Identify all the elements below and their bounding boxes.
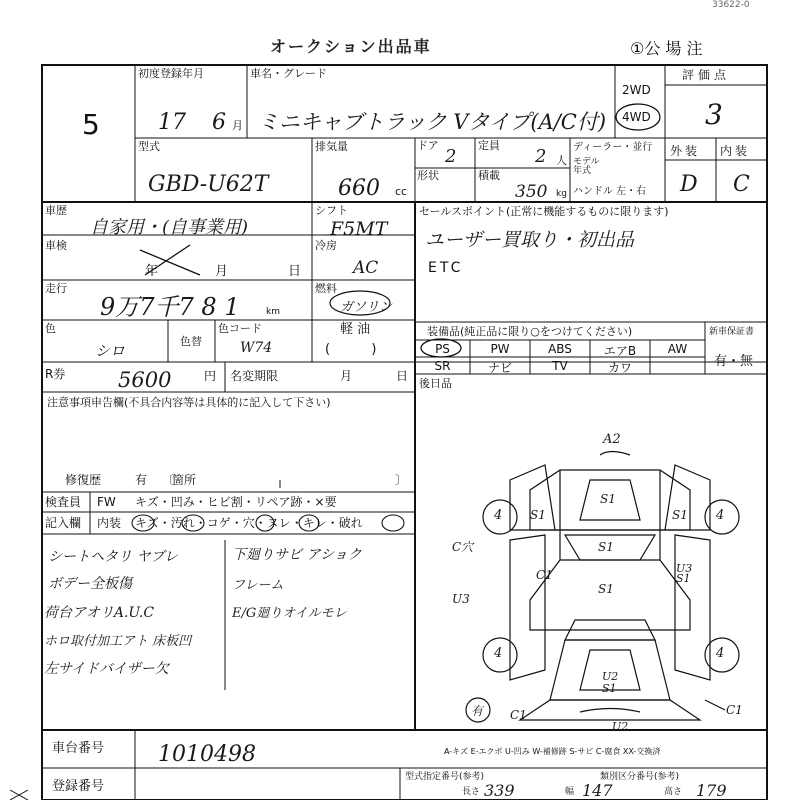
- mark-tire-rr: 4: [716, 646, 725, 661]
- mark-s1-right: S1: [672, 508, 688, 522]
- load-unit: kg: [556, 189, 567, 199]
- mark-s1-hood: S1: [600, 492, 616, 506]
- mark-tire-fr: 4: [716, 508, 725, 523]
- note-left-1: シートヘタリ ヤブレ: [48, 549, 178, 565]
- type-code-value: GBD-U62T: [148, 172, 269, 197]
- model-spec-label: 型式指定番号(参考): [405, 772, 485, 782]
- recycle-label: R券: [45, 367, 66, 381]
- note-left-5: 左サイドバイザー欠: [44, 661, 169, 677]
- height-label: 高さ: [664, 787, 683, 797]
- note-right-2: フレーム: [232, 578, 284, 593]
- registration-label: 初度登録年月: [138, 67, 204, 80]
- mark-s1-right-door: S1: [676, 572, 691, 585]
- mark-u3-right: U3: [676, 562, 693, 575]
- displacement-unit: cc: [395, 185, 408, 198]
- color-code-label: 色コード: [218, 322, 262, 335]
- equip-pw: PW: [490, 342, 510, 356]
- note-left-4: ホロ取付加工アト 床板凹: [44, 634, 192, 649]
- deadline-month: 月: [340, 369, 353, 383]
- color-value: シロ: [95, 342, 126, 360]
- equipment-label: 装備品(純正品に限り○をつけてください): [427, 325, 633, 338]
- mark-s1-roof: S1: [598, 540, 614, 554]
- load-value: 350: [515, 182, 548, 202]
- warranty-label: 新車保証書: [709, 327, 755, 337]
- repaint-label: 色替: [180, 335, 202, 348]
- mark-c1-rr: C1: [726, 703, 743, 717]
- registration-number-label: 登録番号: [52, 779, 105, 794]
- equip-sr: SR: [434, 359, 451, 373]
- model-year-label: モデル年式: [573, 157, 600, 176]
- sales-point-line1: ユーザー買取り・初出品: [425, 229, 635, 251]
- cooling-label: 冷房: [315, 239, 337, 252]
- equip-tv: TV: [552, 359, 568, 373]
- drive-2wd: 2WD: [622, 83, 651, 97]
- chassis-label: 車台番号: [52, 741, 105, 756]
- fuel-diesel: 軽 油: [340, 322, 371, 337]
- inspector-label: 検査員: [45, 495, 82, 509]
- displacement-label: 排気量: [315, 140, 348, 153]
- interior-value: C: [733, 172, 750, 197]
- mark-c1-door: C1: [536, 568, 553, 582]
- mileage-unit: km: [266, 307, 280, 317]
- sales-point-line2: ETC: [428, 260, 464, 276]
- handle-label: ハンドル 左・右: [573, 186, 647, 197]
- mark-c-hole: C穴: [452, 540, 474, 554]
- mark-front: A2: [603, 432, 621, 447]
- shift-label: シフト: [315, 204, 348, 217]
- length-label: 長さ: [462, 787, 481, 797]
- mileage-label: 走行: [45, 282, 67, 295]
- mark-s1-rear: S1: [602, 682, 617, 695]
- sales-point-label: セールスポイント(正常に機能するものに限ります): [419, 205, 669, 218]
- color-code-value: W74: [240, 340, 273, 356]
- equip-aw: AW: [667, 342, 688, 356]
- drive-4wd: 4WD: [622, 110, 651, 124]
- interior-label: 内装: [720, 144, 751, 158]
- shift-value: F5MT: [330, 218, 388, 240]
- exterior-value: D: [680, 172, 698, 197]
- entry-label: 記入欄: [45, 516, 82, 530]
- inspector-items: キズ・凹み・ヒビ割・リペア跡・×要: [135, 495, 337, 509]
- capacity-unit: 人: [556, 154, 567, 167]
- repair-location-label: 箇所: [172, 473, 197, 487]
- deadline-label: 名変期限: [230, 369, 279, 383]
- damage-legend: A-キズ E-エクボ U-凹み W-補修跡 S-サビ C-腐食 XX-交換済: [444, 747, 661, 756]
- displacement-value: 660: [338, 176, 380, 201]
- recycle-value: 5600: [118, 368, 172, 392]
- chassis-value: 1010498: [158, 742, 256, 767]
- note-right-3: E/G廻りオイルモレ: [232, 606, 347, 621]
- mileage-value: 9万7千7 8 1: [100, 293, 240, 321]
- inspection-month: 月: [215, 264, 229, 279]
- shape-label: 形状: [417, 169, 439, 182]
- registration-year: 17: [158, 110, 186, 135]
- form-title: オークション出品車: [270, 37, 432, 56]
- load-label: 積載: [478, 169, 500, 182]
- mark-yes: 有: [471, 704, 484, 718]
- entry-interior: 内装: [97, 516, 122, 530]
- length-value: 339: [484, 781, 515, 800]
- class-label: 類別区分番号(参考): [600, 772, 680, 782]
- venue-label: ①公 場 注: [630, 39, 703, 58]
- repair-value: 有: [135, 473, 148, 487]
- history-value: 自家用・(自事業用): [90, 217, 249, 238]
- registration-month: 6: [212, 110, 226, 135]
- equip-abs: ABS: [548, 342, 572, 356]
- warranty-value: 有・無: [714, 354, 754, 369]
- recycle-unit: 円: [204, 369, 217, 383]
- width-value: 147: [582, 781, 613, 800]
- mark-u2-bumper: U2: [612, 720, 629, 733]
- inspection-day: 日: [288, 264, 302, 279]
- fuel-label: 燃料: [315, 282, 337, 295]
- inspector-fw: FW: [97, 495, 116, 509]
- equip-leather: カワ: [607, 361, 632, 375]
- notes-label: 注意事項申告欄(不具合内容等は具体的に記入して下さい): [47, 396, 331, 409]
- doors-value: 2: [445, 146, 457, 167]
- doors-label: ドア: [417, 139, 439, 152]
- capacity-value: 2: [535, 146, 547, 167]
- height-value: 179: [696, 781, 727, 800]
- fuel-gasoline: ガソリン: [340, 300, 393, 315]
- rear-seat-label: 後日品: [419, 377, 452, 390]
- note-left-3: 荷台アオリA.U.C: [44, 605, 155, 621]
- model-value: ミニキャブトラック Vタイプ(A/C付): [258, 110, 607, 134]
- dealer-label: ディーラー・並行: [573, 142, 653, 153]
- entry-items: キズ・汚れ・コゲ・穴・ヌレ・キレ・破れ: [135, 516, 363, 530]
- registration-month-unit: 月: [232, 119, 243, 132]
- grade-value: 3: [705, 98, 723, 131]
- mark-s1-bed: S1: [598, 582, 614, 596]
- repair-label: 修復歴: [65, 473, 102, 487]
- exterior-label: 外装: [670, 144, 701, 158]
- mark-u2-rear: U2: [602, 670, 619, 683]
- mark-s1-left: S1: [530, 508, 546, 522]
- mark-c1-rl: C1: [510, 708, 527, 722]
- note-left-2: ボデー全板傷: [48, 576, 132, 592]
- inspection-year: 年: [145, 264, 159, 279]
- grade-label: 評価点: [682, 68, 731, 82]
- mark-u3-left: U3: [452, 592, 470, 606]
- note-right-1: 下廻りサビ アショク: [232, 547, 362, 563]
- equip-navi: ナビ: [487, 361, 512, 375]
- history-label: 車歴: [45, 204, 67, 217]
- model-label: 車名・グレード: [250, 67, 327, 80]
- capacity-label: 定員: [478, 139, 500, 152]
- type-code-label: 型式: [138, 140, 160, 153]
- lot-number: 5: [82, 108, 100, 141]
- width-label: 幅: [565, 787, 575, 797]
- cooling-value: AC: [353, 258, 379, 278]
- inspection-label: 車検: [45, 239, 67, 252]
- deadline-day: 日: [396, 369, 409, 383]
- equip-ps: PS: [435, 342, 450, 356]
- corner-code: 33622-0: [712, 0, 750, 10]
- color-label: 色: [45, 322, 56, 335]
- mark-tire-rl: 4: [494, 646, 503, 661]
- mark-tire-fl: 4: [494, 508, 503, 523]
- equip-airbag: エアB: [603, 344, 637, 358]
